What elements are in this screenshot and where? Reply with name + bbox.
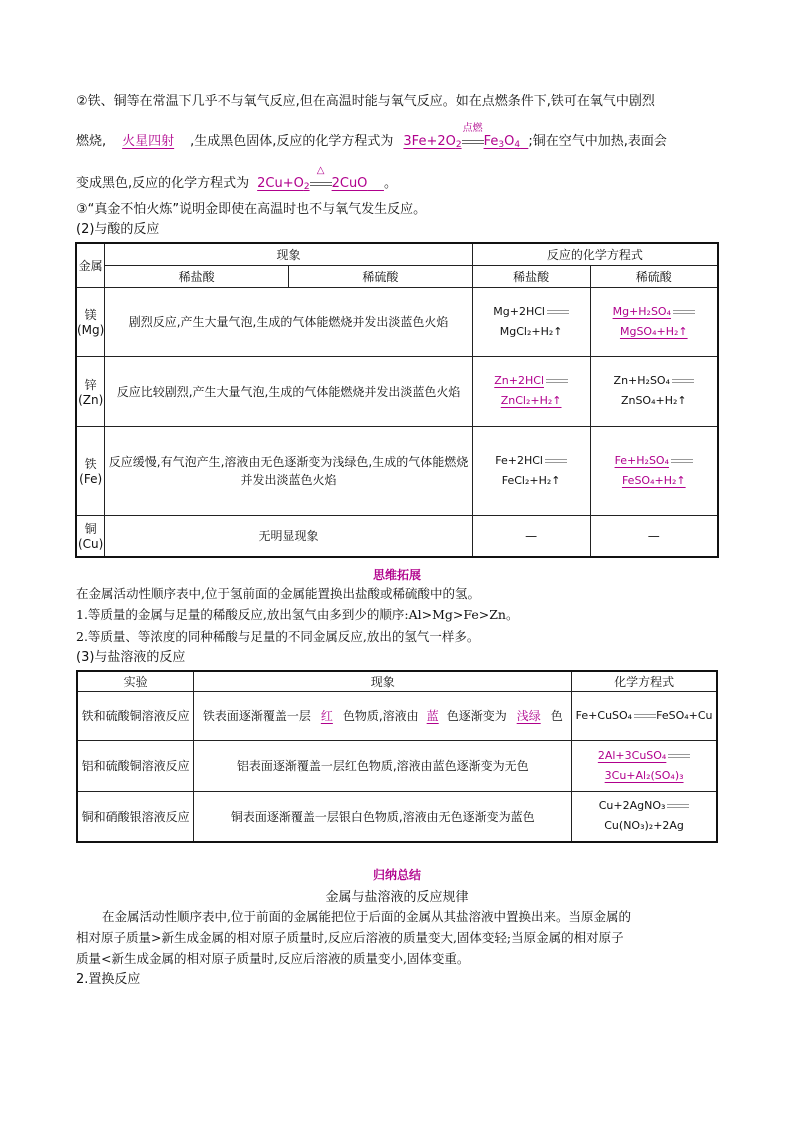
phenomenon-cell: 铝表面逐渐覆盖一层红色物质,溶液由蓝色逐渐变为无色 (194, 740, 572, 791)
equation-cell: Zn+H₂SO₄ ZnSO₄+H₂↑ (590, 356, 718, 426)
text-line: 相对原子质量>新生成金属的相对原子质量时,反应后溶液的质量变大,固体变轻;当原金属的相对原子 (76, 930, 624, 945)
text: 。 (383, 176, 397, 191)
header-phenomenon: 现象 (105, 243, 472, 265)
header-equation: 化学方程式 (572, 671, 717, 691)
section-heading: 2.置换反应 (76, 972, 141, 987)
text-line: ②铁、铜等在常温下几乎不与氧气反应,但在高温时能与氧气反应。如在点燃条件下,铁可在氧气中剧烈 (76, 94, 655, 109)
equation-cell: Mg+H₂SO₄ MgSO₄+H₂↑ (590, 287, 718, 356)
phenomenon-cell: 反应缓慢,有气泡产生,溶液由无色逐渐变为浅绿色,生成的气体能燃烧 并发出淡蓝色火焰 (105, 426, 472, 515)
table-row (76, 287, 718, 356)
text-line: 在金属活动性顺序表中,位于氢前面的金属能置换出盐酸或稀硫酸中的氢。 (76, 586, 480, 601)
equation-cell: 2Al+3CuSO₄ 3Cu+Al₂(SO₄)₃ (572, 740, 717, 791)
text-line: 2.等质量、等浓度的同种稀酸与足量的不同金属反应,放出的氢气一样多。 (76, 629, 480, 644)
section-heading: (3)与盐溶液的反应 (76, 650, 186, 665)
phenomenon-cell: 无明显现象 (105, 515, 472, 557)
header-equation: 反应的化学方程式 (472, 243, 718, 265)
section-heading: (2)与酸的反应 (76, 222, 160, 237)
equation-cell: Fe+2HCl FeCl₂+H₂↑ (472, 426, 590, 515)
table-row (77, 740, 717, 791)
answer-blank: 火星四射 (122, 134, 175, 149)
phenomenon-cell: 反应比较剧烈,产生大量气泡,生成的气体能燃烧并发出淡蓝色火焰 (105, 356, 472, 426)
equation: $2Cu+O_2$ △ 2CuO (257, 165, 368, 192)
equation-cell: Zn+2HCl ZnCl₂+H₂↑ (472, 356, 590, 426)
metal-cell: 铜 (Cu) (76, 515, 105, 557)
answer-blank: 浅绿 (516, 709, 541, 723)
equation: $3Fe+2O_2$ 点燃 $Fe_3O_4$ (403, 123, 521, 150)
metal-cell: 铁 (Fe) (76, 426, 105, 515)
section-title-thinking: 思维拓展 (372, 568, 421, 582)
text-line (76, 123, 667, 152)
reaction-arrow: △ (310, 174, 332, 194)
experiment-cell: 铁和硫酸铜溶液反应 (77, 691, 194, 740)
header-metal: 金属 (76, 243, 105, 287)
text-line: 在金属活动性顺序表中,位于前面的金属能把位于后面的金属从其盐溶液中置换出来。当原金属的 (102, 909, 631, 924)
text-line: ③“真金不怕火炼”说明金即使在高温时也不与氧气发生反应。 (76, 202, 427, 217)
table-row (76, 426, 718, 515)
text: 变成黑色,反应的化学方程式为 (76, 176, 250, 191)
answer-blank: 红 (320, 709, 333, 723)
equation-cell: Mg+2HCl MgCl₂+H₂↑ (472, 287, 590, 356)
text: 燃烧, (76, 134, 107, 149)
experiment-cell: 铝和硫酸铜溶液反应 (77, 740, 194, 791)
metal-cell: 锌 (Zn) (76, 356, 105, 426)
text: ;铜在空气中加热,表面会 (528, 134, 667, 149)
phenomenon-cell: 铜表面逐渐覆盖一层银白色物质,溶液由无色逐渐变为蓝色 (194, 791, 572, 842)
text: ,生成黑色固体,反应的化学方程式为 (190, 134, 394, 149)
reaction-arrow: 点燃 (462, 132, 484, 152)
equation-cell: Fe+CuSO₄ FeSO₄+Cu (572, 691, 717, 740)
experiment-cell: 铜和硝酸银溶液反应 (77, 791, 194, 842)
acid-reaction-table (75, 242, 719, 558)
section-title-summary: 归纳总结 (372, 868, 421, 882)
phenomenon-cell: 铁表面逐渐覆盖一层 红 色物质,溶液由 蓝 色逐渐变为 浅绿 色 (194, 691, 572, 740)
header-h2so4: 稀硫酸 (590, 265, 718, 287)
equation-cell: Cu+2AgNO₃ Cu(NO₃)₂+2Ag (572, 791, 717, 842)
table-row (76, 356, 718, 426)
header-h2so4: 稀硫酸 (289, 265, 473, 287)
equation-cell: — (590, 515, 718, 557)
table-row (77, 691, 717, 740)
header-hcl: 稀盐酸 (105, 265, 289, 287)
summary-subtitle: 金属与盐溶液的反应规律 (325, 890, 469, 905)
text-line: 1.等质量的金属与足量的稀酸反应,放出氢气由多到少的顺序:Al>Mg>Fe>Zn。 (76, 607, 519, 622)
equation-cell: — (472, 515, 590, 557)
salt-reaction-table (76, 670, 718, 843)
equation-cell: Fe+H₂SO₄ FeSO₄+H₂↑ (590, 426, 718, 515)
table-row (77, 791, 717, 842)
header-hcl: 稀盐酸 (472, 265, 590, 287)
phenomenon-cell: 剧烈反应,产生大量气泡,生成的气体能燃烧并发出淡蓝色火焰 (105, 287, 472, 356)
header-phenomenon: 现象 (194, 671, 572, 691)
answer-blank: 蓝 (426, 709, 439, 723)
text-line (76, 165, 397, 194)
text-line: 质量<新生成金属的相对原子质量时,反应后溶液的质量变小,固体变重。 (76, 951, 470, 966)
metal-cell: 镁 (Mg) (76, 287, 105, 356)
table-row (76, 515, 718, 557)
header-experiment: 实验 (77, 671, 194, 691)
